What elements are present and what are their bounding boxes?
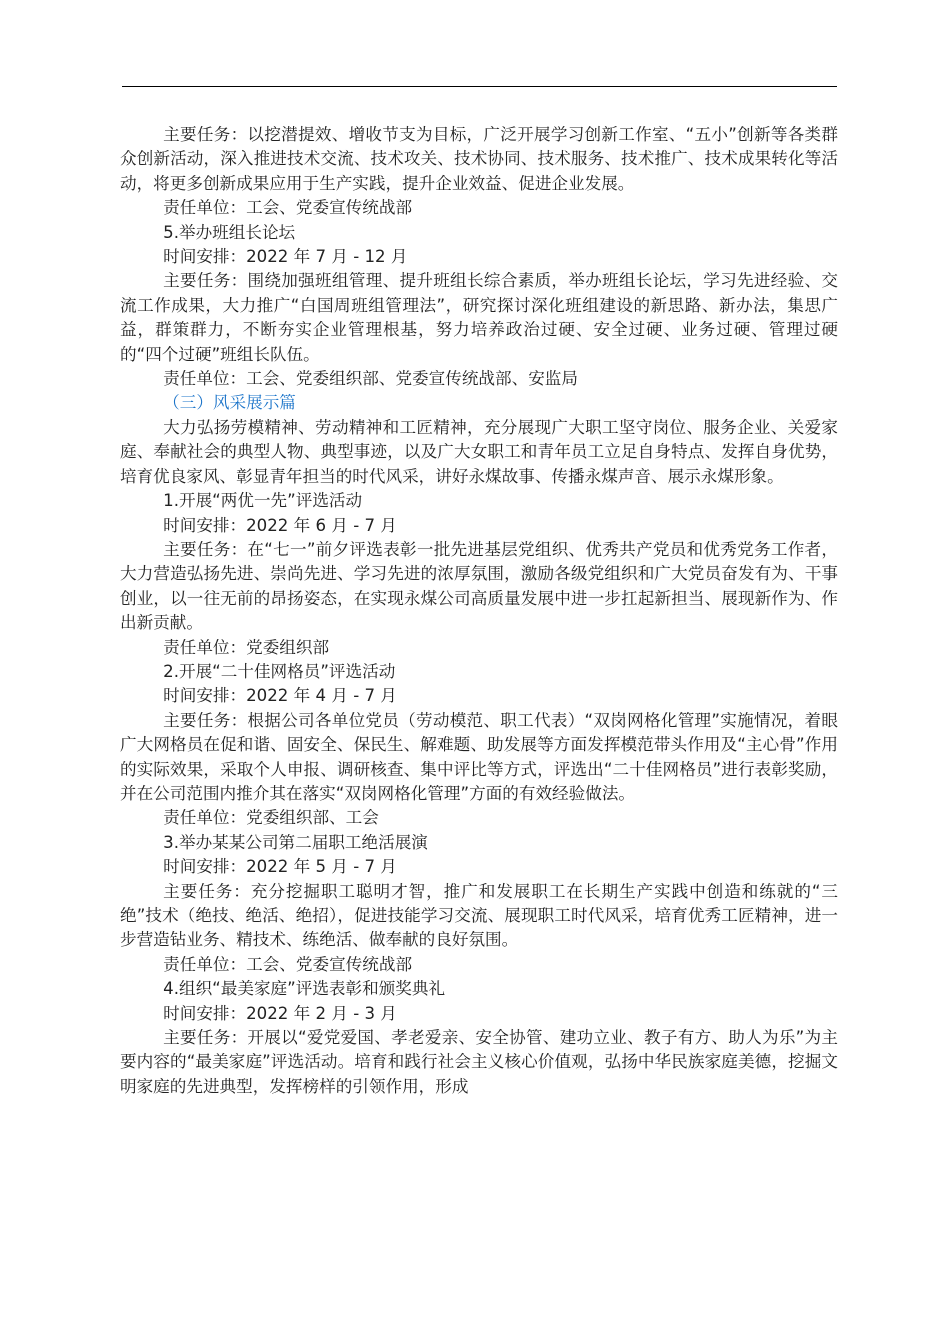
paragraph: 大力弘扬劳模精神、劳动精神和工匠精神，充分展现广大职工坚守岗位、服务企业、关爱家庭、奉献社会的典型人物、典型事迹，以及广大女职工和青年员工立足自身特点、发挥自身优势，培育优良家风、彰显青年担当的时代风采，讲好永煤故事、传播永煤声音、展示永煤形象。 (120, 417, 838, 486)
paragraph: 5.举办班组长论坛 (163, 222, 296, 242)
paragraph: 时间安排：2022 年 5 月 - 7 月 (163, 857, 397, 877)
paragraph: 时间安排：2022 年 4 月 - 7 月 (163, 686, 397, 706)
paragraph: 时间安排：2022 年 7 月 - 12 月 (163, 247, 408, 267)
paragraph: 主要任务：围绕加强班组管理、提升班组长综合素质，举办班组长论坛，学习先进经验、交流工作成果，大力推广“白国周班组管理法”，研究探讨深化班组建设的新思路、新办法，集思广益，群策群力，不断夯实企业管理根基，努力培养政治过硬、安全过硬、业务过硬、管理过硬的“四个过硬”班组长队伍。 (120, 271, 838, 364)
paragraph: 时间安排：2022 年 6 月 - 7 月 (163, 515, 397, 535)
paragraph: 主要任务：充分挖掘职工聪明才智，推广和发展职工在长期生产实践中创造和练就的“三绝”技术（绝技、绝活、绝招），促进技能学习交流、展现职工时代风采，培育优秀工匠精神，进一步营造钻业务、精技术、练绝活、做奉献的良好氛围。 (120, 881, 838, 950)
paragraph: 责任单位：工会、党委组织部、党委宣传统战部、安监局 (163, 369, 578, 389)
paragraph: 主要任务：开展以“爱党爱国、孝老爱亲、安全协管、建功立业、教子有方、助人为乐”为主要内容的“最美家庭”评选活动。培育和践行社会主义核心价值观，弘扬中华民族家庭美德，挖掘文明家庭的先进典型，发挥榜样的引领作用，形成 (120, 1028, 838, 1096)
document-body (120, 123, 838, 1099)
header-rule (122, 86, 837, 87)
paragraph: 主要任务：在“七一”前夕评选表彰一批先进基层党组织、优秀共产党员和优秀党务工作者，大力营造弘扬先进、崇尚先进、学习先进的浓厚氛围，激励各级党组织和广大党员奋发有为、干事创业，以一往无前的昂扬姿态，在实现永煤公司高质量发展中进一步扛起新担当、展现新作为、作出新贡献。 (120, 539, 838, 633)
paragraph: 2.开展“二十佳网格员”评选活动 (163, 661, 396, 681)
section-heading: （三）风采展示篇 (163, 393, 296, 413)
paragraph: 主要任务：以挖潜提效、增收节支为目标，广泛开展学习创新工作室、“五小”创新等各类群众创新活动，深入推进技术交流、技术攻关、技术协同、技术服务、技术推广、技术成果转化等活动，将更多创新成果应用于生产实践，提升企业效益、促进企业发展。 (120, 125, 838, 193)
paragraph: 责任单位：党委组织部 (163, 637, 330, 657)
paragraph: 4.组织“最美家庭”评选表彰和颁奖典礼 (163, 979, 446, 999)
paragraph: 3.举办某某公司第二届职工绝活展演 (163, 832, 428, 852)
paragraph: 主要任务：根据公司各单位党员（劳动模范、职工代表）“双岗网格化管理”实施情况，着眼广大网格员在促和谐、固安全、保民生、解难题、助发展等方面发挥模范带头作用及“主心骨”作用的实际效果，采取个人申报、调研核查、集中评比等方式，评选出“二十佳网格员”进行表彰奖励，并在公司范围内推介其在落实“双岗网格化管理”方面的有效经验做法。 (120, 710, 838, 803)
paragraph: 1.开展“两优一先”评选活动 (163, 491, 363, 511)
paragraph: 责任单位：工会、党委宣传统战部 (163, 198, 413, 218)
paragraph: 时间安排：2022 年 2 月 - 3 月 (163, 1003, 397, 1023)
paragraph: 责任单位：党委组织部、工会 (163, 808, 379, 828)
paragraph: 责任单位：工会、党委宣传统战部 (163, 954, 413, 974)
